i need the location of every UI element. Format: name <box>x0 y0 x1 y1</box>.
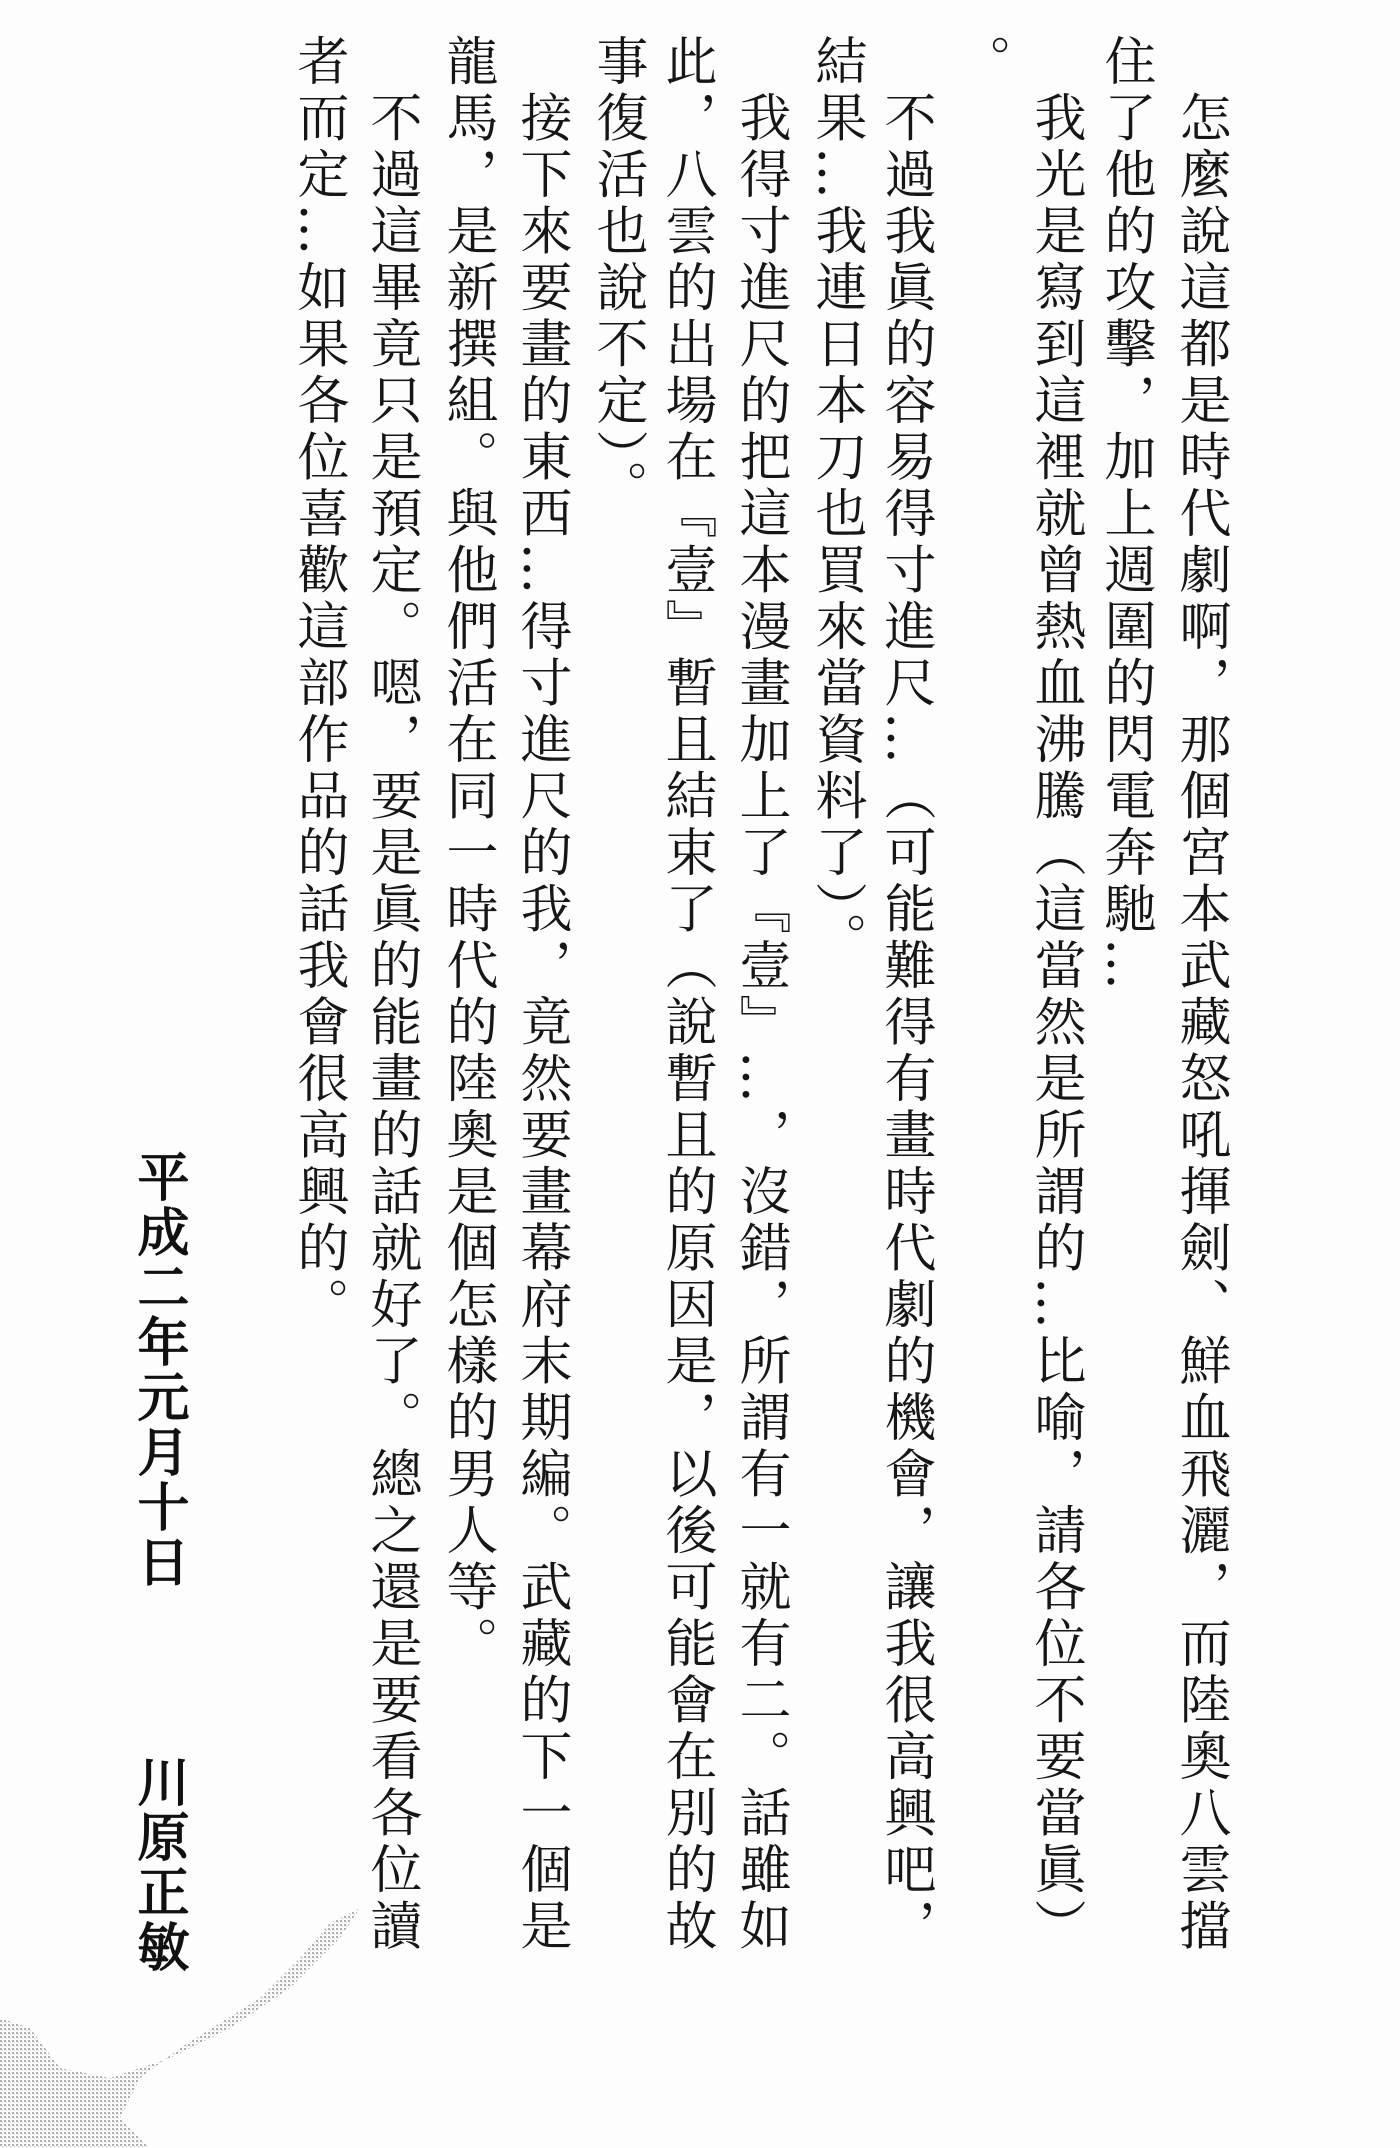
scan-smudge-decoration <box>0 1828 420 2148</box>
signature-author: 川原正敏 <box>128 1755 189 1975</box>
text-column-12: 不過這畢竟只是預定。嗯，要是眞的能畫的話就好了。總之還是要看各位讀 <box>361 34 421 1955</box>
text-column-10: 接下來要畫的東西…得寸進尺的我，竟然要畫幕府末期編。武藏的下一個是 <box>511 34 571 1955</box>
text-column-8: 此，八雲的出場在『壹』暫且結束了（說暫且的原因是，以後可能會在別的故 <box>656 34 716 1955</box>
text-column-2: 住了他的攻擊，加上週圍的閃電奔馳… <box>1095 34 1155 995</box>
signature-gap <box>128 1590 189 1755</box>
text-column-9: 事復活也說不定）。 <box>587 34 647 517</box>
text-column-3: 我光是寫到這裡就曾熱血沸騰（這當然是所謂的…比喻，請各位不要當眞） <box>1025 34 1085 1955</box>
text-column-7: 我得寸進尺的把這本漫畫加上了『壹』…，沒錯，所謂有一就有二。話雖如 <box>730 34 790 1955</box>
text-column-11: 龍馬，是新撰組。與他們活在同一時代的陸奧是個怎樣的男人等。 <box>437 34 497 1673</box>
text-column-13: 者而定…如果各位喜歡這部作品的話我會很高興的。 <box>288 34 348 1334</box>
text-column-4: 。 <box>950 34 1010 91</box>
text-column-6: 結果…我連日本刀也買來當資料了）。 <box>806 34 866 969</box>
text-column-1: 怎麼說這都是時代劇啊，那個宮本武藏怒吼揮劍、鮮血飛灑，而陸奧八雲擋 <box>1170 34 1230 1955</box>
text-column-5: 不過我眞的容易得寸進尺…（可能難得有畫時代劇的機會，讓我很高興吧， <box>875 34 935 1955</box>
signature-date: 平成二年元月十日 <box>128 1150 189 1590</box>
